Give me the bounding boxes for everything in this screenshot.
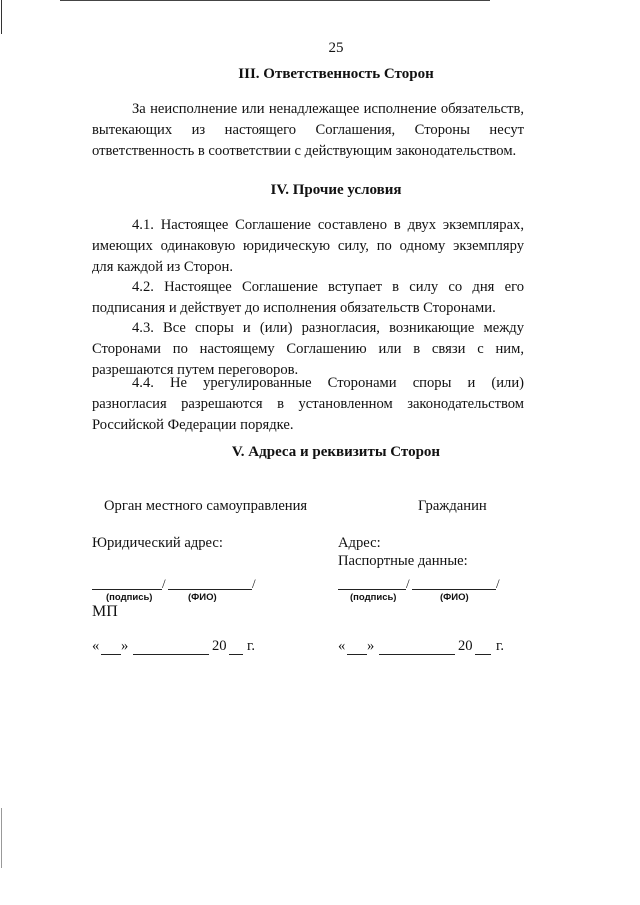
- left-date-close-quote: »: [121, 638, 129, 654]
- right-signature-separator: /: [406, 576, 410, 591]
- section-5-heading: V. Адреса и реквизиты Сторон: [231, 444, 441, 460]
- right-date-year: 20: [458, 638, 473, 654]
- clause-4-3: 4.3. Все споры и (или) разногласия, возникающие между Сторонами по настоящему Соглашению или в связи с ним, разрешаются путем переговоров.: [92, 320, 524, 378]
- right-signature-caption: (подпись): [350, 592, 397, 603]
- left-date-year-line: [229, 654, 243, 655]
- right-date-month-line: [379, 654, 455, 655]
- right-signature-line: [338, 589, 406, 590]
- left-signature-separator: /: [162, 576, 166, 591]
- left-name-separator: /: [252, 576, 256, 591]
- left-party-title: Орган местного самоуправления: [104, 498, 308, 514]
- scan-edge-top: [60, 0, 490, 1]
- stamp-label: МП: [92, 603, 118, 620]
- left-date-suffix: г.: [247, 638, 255, 654]
- left-signature-line: [92, 589, 162, 590]
- section-4-heading: IV. Прочие условия: [270, 182, 402, 198]
- right-date-open-quote: «: [338, 638, 346, 654]
- right-name-separator: /: [496, 576, 500, 591]
- clause-4-2: 4.2. Настоящее Соглашение вступает в силу со дня его подписания и действует до исполнения обязательств Сторонами.: [92, 279, 524, 316]
- right-date-day-line: [347, 654, 367, 655]
- section-3-heading: III. Ответственность Сторон: [238, 66, 434, 82]
- right-date-suffix: г.: [496, 638, 504, 654]
- clause-4-4: 4.4. Не урегулированные Сторонами споры и (или) разногласия разрешаются в установленном законодательством Российской Федерации порядке.: [92, 375, 524, 433]
- scan-edge-left: [1, 0, 2, 34]
- right-address-label: Адрес:: [338, 535, 381, 551]
- right-date-year-line: [475, 654, 491, 655]
- left-date-open-quote: «: [92, 638, 100, 654]
- right-party-title: Гражданин: [418, 498, 487, 514]
- left-name-line: [168, 589, 252, 590]
- scan-edge-left-lower: [1, 808, 2, 868]
- right-passport-label: Паспортные данные:: [338, 553, 468, 569]
- left-date-year: 20: [212, 638, 227, 654]
- right-name-line: [412, 589, 496, 590]
- right-date-close-quote: »: [367, 638, 375, 654]
- left-name-caption: (ФИО): [188, 592, 217, 603]
- right-name-caption: (ФИО): [440, 592, 469, 603]
- left-date-day-line: [101, 654, 121, 655]
- left-date-month-line: [133, 654, 209, 655]
- clause-4-1: 4.1. Настоящее Соглашение составлено в двух экземплярах, имеющих одинаковую юридическую силу, по одному экземпляру для каждой из Сторон.: [92, 217, 524, 275]
- left-address-label: Юридический адрес:: [92, 535, 223, 551]
- section-3-text: За неисполнение или ненадлежащее исполнение обязательств, вытекающих из настоящего Соглашения, Стороны несут ответственность в соответствии с действующим законодательством.: [92, 101, 524, 159]
- left-signature-caption: (подпись): [106, 592, 153, 603]
- page-number: 25: [328, 40, 344, 56]
